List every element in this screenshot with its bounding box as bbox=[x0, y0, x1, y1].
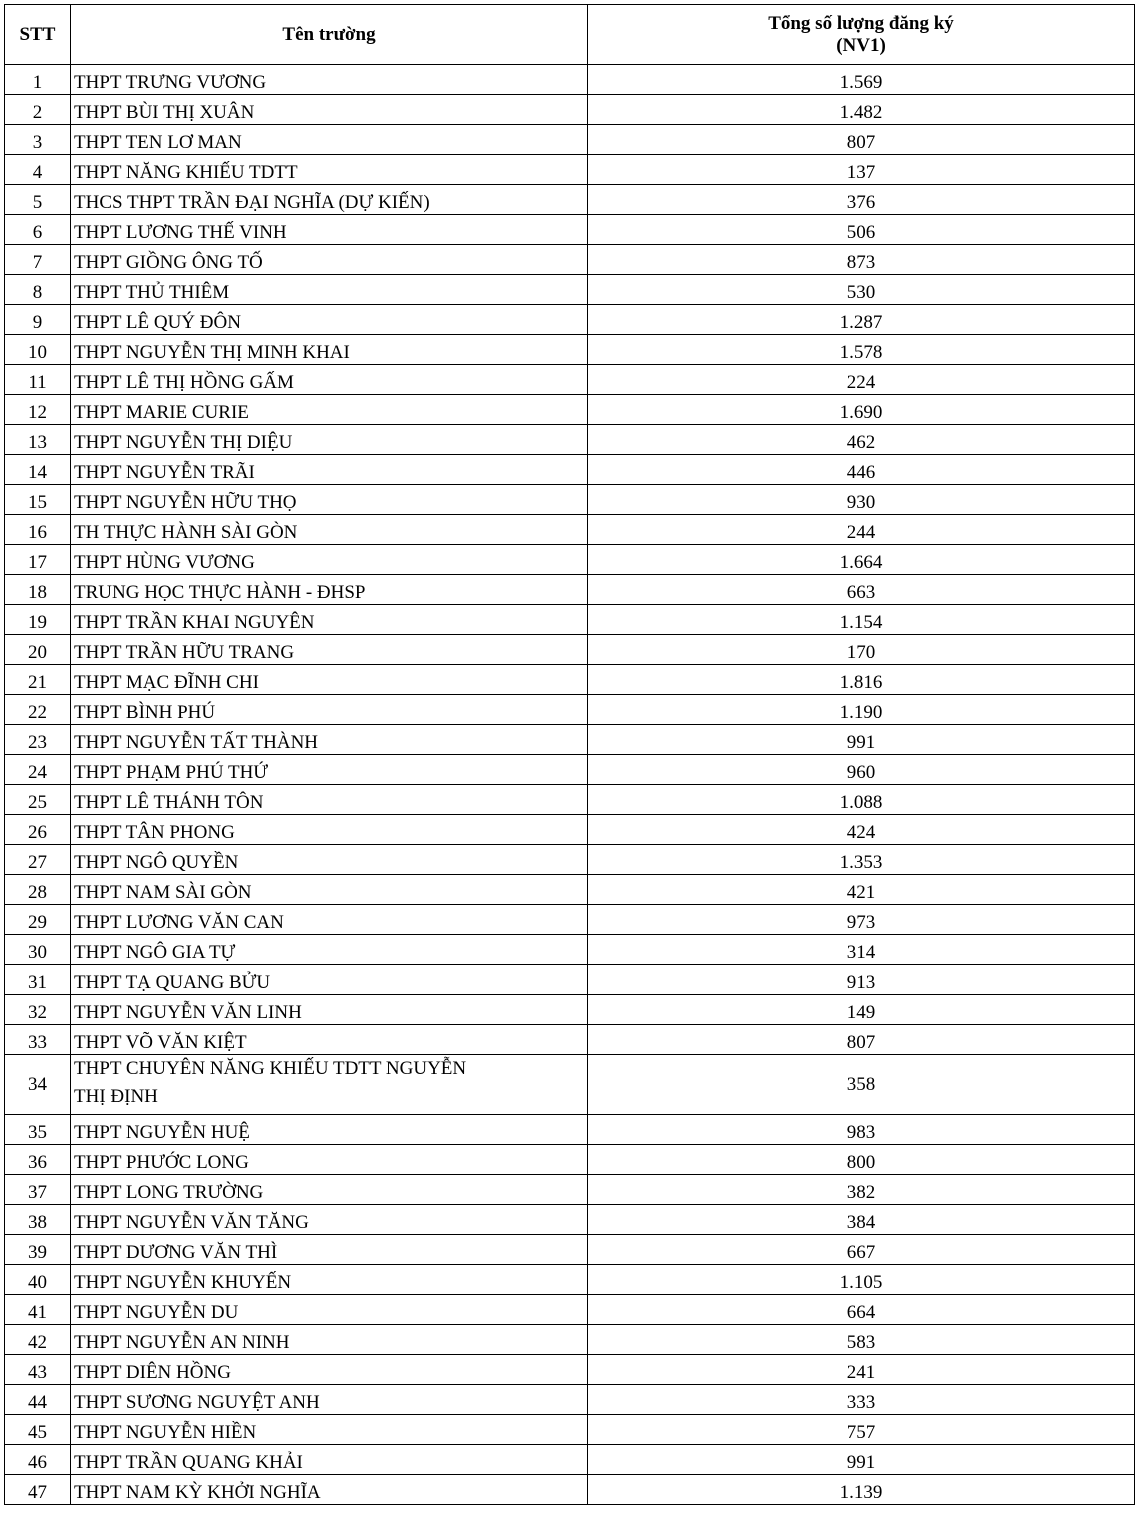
header-total-line2: (NV1) bbox=[836, 34, 886, 56]
row-total-registrations: 421 bbox=[588, 875, 1135, 905]
row-stt: 20 bbox=[5, 635, 71, 665]
table-row bbox=[5, 1325, 1135, 1355]
row-total-registrations: 664 bbox=[588, 1295, 1135, 1325]
row-school-name: THPT NGÔ QUYỀN bbox=[71, 845, 588, 875]
row-stt: 28 bbox=[5, 875, 71, 905]
table-header-row bbox=[5, 5, 1135, 65]
row-stt: 32 bbox=[5, 995, 71, 1025]
table-row bbox=[5, 515, 1135, 545]
table-row bbox=[5, 485, 1135, 515]
row-school-name bbox=[71, 1055, 588, 1115]
table-row bbox=[5, 575, 1135, 605]
row-stt: 10 bbox=[5, 335, 71, 365]
row-total-registrations: 1.105 bbox=[588, 1265, 1135, 1295]
row-school-name: THPT HÙNG VƯƠNG bbox=[71, 545, 588, 575]
row-school-name: THPT NGUYỄN HIỀN bbox=[71, 1415, 588, 1445]
row-school-name: THPT LƯƠNG VĂN CAN bbox=[71, 905, 588, 935]
row-stt: 17 bbox=[5, 545, 71, 575]
table-row bbox=[5, 1265, 1135, 1295]
row-total-registrations: 991 bbox=[588, 1445, 1135, 1475]
table-row bbox=[5, 995, 1135, 1025]
row-stt: 1 bbox=[5, 65, 71, 95]
header-school-name: Tên trường bbox=[71, 5, 588, 65]
row-total-registrations: 1.088 bbox=[588, 785, 1135, 815]
row-stt: 9 bbox=[5, 305, 71, 335]
table-row bbox=[5, 935, 1135, 965]
row-school-name: THCS THPT TRẦN ĐẠI NGHĨA (DỰ KIẾN) bbox=[71, 185, 588, 215]
table-row bbox=[5, 545, 1135, 575]
row-stt: 31 bbox=[5, 965, 71, 995]
row-total-registrations: 583 bbox=[588, 1325, 1135, 1355]
row-total-registrations: 224 bbox=[588, 365, 1135, 395]
row-stt: 33 bbox=[5, 1025, 71, 1055]
table-row bbox=[5, 425, 1135, 455]
row-total-registrations: 1.154 bbox=[588, 605, 1135, 635]
row-stt: 29 bbox=[5, 905, 71, 935]
row-total-registrations: 1.353 bbox=[588, 845, 1135, 875]
table-row bbox=[5, 1055, 1135, 1115]
row-stt: 34 bbox=[5, 1055, 71, 1115]
row-stt: 43 bbox=[5, 1355, 71, 1385]
table-row bbox=[5, 95, 1135, 125]
table-row bbox=[5, 65, 1135, 95]
row-school-name: THPT TRẦN KHAI NGUYÊN bbox=[71, 605, 588, 635]
row-school-name: THPT NGUYỄN HỮU THỌ bbox=[71, 485, 588, 515]
row-stt: 36 bbox=[5, 1145, 71, 1175]
row-total-registrations: 1.482 bbox=[588, 95, 1135, 125]
row-stt: 12 bbox=[5, 395, 71, 425]
row-total-registrations: 333 bbox=[588, 1385, 1135, 1415]
row-total-registrations: 1.287 bbox=[588, 305, 1135, 335]
row-school-name: THPT NGÔ GIA TỰ bbox=[71, 935, 588, 965]
table-row bbox=[5, 185, 1135, 215]
table-row bbox=[5, 845, 1135, 875]
table-row bbox=[5, 1205, 1135, 1235]
row-total-registrations: 506 bbox=[588, 215, 1135, 245]
table-row bbox=[5, 875, 1135, 905]
header-stt: STT bbox=[5, 5, 71, 65]
row-stt: 25 bbox=[5, 785, 71, 815]
row-total-registrations: 149 bbox=[588, 995, 1135, 1025]
row-total-registrations: 973 bbox=[588, 905, 1135, 935]
table-row bbox=[5, 665, 1135, 695]
row-stt: 42 bbox=[5, 1325, 71, 1355]
row-stt: 23 bbox=[5, 725, 71, 755]
table-row bbox=[5, 1115, 1135, 1145]
table-row bbox=[5, 1025, 1135, 1055]
table-row bbox=[5, 905, 1135, 935]
row-total-registrations: 382 bbox=[588, 1175, 1135, 1205]
table-row bbox=[5, 365, 1135, 395]
row-total-registrations: 244 bbox=[588, 515, 1135, 545]
row-school-name: THPT LƯƠNG THẾ VINH bbox=[71, 215, 588, 245]
row-stt: 30 bbox=[5, 935, 71, 965]
table-row bbox=[5, 605, 1135, 635]
row-school-name: THPT NAM KỲ KHỞI NGHĨA bbox=[71, 1475, 588, 1505]
table-row bbox=[5, 455, 1135, 485]
row-total-registrations: 663 bbox=[588, 575, 1135, 605]
row-stt: 16 bbox=[5, 515, 71, 545]
table-body bbox=[5, 65, 1135, 1505]
row-total-registrations: 170 bbox=[588, 635, 1135, 665]
row-school-name: THPT TẠ QUANG BỬU bbox=[71, 965, 588, 995]
row-school-name: THPT GIỒNG ÔNG TỐ bbox=[71, 245, 588, 275]
row-stt: 21 bbox=[5, 665, 71, 695]
row-total-registrations: 462 bbox=[588, 425, 1135, 455]
row-stt: 22 bbox=[5, 695, 71, 725]
table-row bbox=[5, 305, 1135, 335]
row-school-name: THPT THỦ THIÊM bbox=[71, 275, 588, 305]
row-school-name-line1: THPT CHUYÊN NĂNG KHIẾU TDTT NGUYỄN bbox=[74, 1058, 467, 1079]
row-total-registrations: 358 bbox=[588, 1055, 1135, 1115]
row-school-name-line2: THỊ ĐỊNH bbox=[74, 1086, 158, 1107]
row-stt: 40 bbox=[5, 1265, 71, 1295]
row-total-registrations: 1.816 bbox=[588, 665, 1135, 695]
table-row bbox=[5, 1445, 1135, 1475]
row-stt: 15 bbox=[5, 485, 71, 515]
row-school-name: THPT DIÊN HỒNG bbox=[71, 1355, 588, 1385]
row-total-registrations: 930 bbox=[588, 485, 1135, 515]
row-school-name: THPT TRƯNG VƯƠNG bbox=[71, 65, 588, 95]
row-stt: 38 bbox=[5, 1205, 71, 1235]
row-school-name: THPT TÂN PHONG bbox=[71, 815, 588, 845]
row-school-name: THPT DƯƠNG VĂN THÌ bbox=[71, 1235, 588, 1265]
row-stt: 3 bbox=[5, 125, 71, 155]
row-school-name: THPT LÊ THỊ HỒNG GẤM bbox=[71, 365, 588, 395]
row-school-name: THPT NĂNG KHIẾU TDTT bbox=[71, 155, 588, 185]
row-total-registrations: 1.190 bbox=[588, 695, 1135, 725]
row-school-name: THPT LONG TRƯỜNG bbox=[71, 1175, 588, 1205]
table-row bbox=[5, 155, 1135, 185]
row-school-name: THPT NGUYỄN HUỆ bbox=[71, 1115, 588, 1145]
row-stt: 8 bbox=[5, 275, 71, 305]
row-school-name: THPT LÊ THÁNH TÔN bbox=[71, 785, 588, 815]
row-school-name: THPT NGUYỄN KHUYẾN bbox=[71, 1265, 588, 1295]
row-total-registrations: 913 bbox=[588, 965, 1135, 995]
row-total-registrations: 667 bbox=[588, 1235, 1135, 1265]
table-row bbox=[5, 245, 1135, 275]
row-total-registrations: 137 bbox=[588, 155, 1135, 185]
row-total-registrations: 530 bbox=[588, 275, 1135, 305]
row-total-registrations: 314 bbox=[588, 935, 1135, 965]
row-total-registrations: 807 bbox=[588, 125, 1135, 155]
row-school-name: THPT MARIE CURIE bbox=[71, 395, 588, 425]
header-total-line1: Tổng số lượng đăng ký bbox=[768, 12, 954, 34]
row-school-name: THPT NGUYỄN VĂN TĂNG bbox=[71, 1205, 588, 1235]
table-row bbox=[5, 275, 1135, 305]
row-school-name: THPT NGUYỄN TẤT THÀNH bbox=[71, 725, 588, 755]
row-total-registrations: 800 bbox=[588, 1145, 1135, 1175]
row-school-name: THPT PHƯỚC LONG bbox=[71, 1145, 588, 1175]
row-total-registrations: 757 bbox=[588, 1415, 1135, 1445]
row-school-name: THPT VÕ VĂN KIỆT bbox=[71, 1025, 588, 1055]
row-stt: 41 bbox=[5, 1295, 71, 1325]
row-school-name: THPT NAM SÀI GÒN bbox=[71, 875, 588, 905]
row-total-registrations: 1.139 bbox=[588, 1475, 1135, 1505]
row-school-name: THPT NGUYỄN AN NINH bbox=[71, 1325, 588, 1355]
row-total-registrations: 1.664 bbox=[588, 545, 1135, 575]
row-stt: 5 bbox=[5, 185, 71, 215]
row-total-registrations: 991 bbox=[588, 725, 1135, 755]
table-row bbox=[5, 755, 1135, 785]
row-school-name: THPT NGUYỄN THỊ MINH KHAI bbox=[71, 335, 588, 365]
row-school-name: THPT TRẦN HỮU TRANG bbox=[71, 635, 588, 665]
row-stt: 11 bbox=[5, 365, 71, 395]
row-school-name: THPT NGUYỄN VĂN LINH bbox=[71, 995, 588, 1025]
table-row bbox=[5, 635, 1135, 665]
row-total-registrations: 873 bbox=[588, 245, 1135, 275]
row-stt: 4 bbox=[5, 155, 71, 185]
row-stt: 26 bbox=[5, 815, 71, 845]
row-stt: 37 bbox=[5, 1175, 71, 1205]
row-school-name: THPT BÌNH PHÚ bbox=[71, 695, 588, 725]
row-school-name: THPT NGUYỄN THỊ DIỆU bbox=[71, 425, 588, 455]
row-total-registrations: 446 bbox=[588, 455, 1135, 485]
row-school-name: TH THỰC HÀNH SÀI GÒN bbox=[71, 515, 588, 545]
table-row bbox=[5, 215, 1135, 245]
row-stt: 46 bbox=[5, 1445, 71, 1475]
table-row bbox=[5, 1175, 1135, 1205]
table-row bbox=[5, 1145, 1135, 1175]
table-row bbox=[5, 1415, 1135, 1445]
table-row bbox=[5, 1235, 1135, 1265]
row-stt: 27 bbox=[5, 845, 71, 875]
row-stt: 2 bbox=[5, 95, 71, 125]
row-stt: 14 bbox=[5, 455, 71, 485]
row-stt: 45 bbox=[5, 1415, 71, 1445]
table-row bbox=[5, 815, 1135, 845]
row-stt: 18 bbox=[5, 575, 71, 605]
row-stt: 35 bbox=[5, 1115, 71, 1145]
row-total-registrations: 424 bbox=[588, 815, 1135, 845]
row-school-name: THPT PHẠM PHÚ THỨ bbox=[71, 755, 588, 785]
document-page bbox=[4, 4, 1135, 1505]
row-school-name: THPT LÊ QUÝ ĐÔN bbox=[71, 305, 588, 335]
row-school-name: THPT MẠC ĐĨNH CHI bbox=[71, 665, 588, 695]
row-stt: 24 bbox=[5, 755, 71, 785]
row-stt: 19 bbox=[5, 605, 71, 635]
table-row bbox=[5, 725, 1135, 755]
row-stt: 39 bbox=[5, 1235, 71, 1265]
row-stt: 6 bbox=[5, 215, 71, 245]
row-school-name: THPT TEN LƠ MAN bbox=[71, 125, 588, 155]
row-school-name: THPT TRẦN QUANG KHẢI bbox=[71, 1445, 588, 1475]
row-school-name: THPT BÙI THỊ XUÂN bbox=[71, 95, 588, 125]
header-total-registrations bbox=[588, 5, 1135, 65]
row-stt: 7 bbox=[5, 245, 71, 275]
row-total-registrations: 807 bbox=[588, 1025, 1135, 1055]
row-stt: 13 bbox=[5, 425, 71, 455]
table-row bbox=[5, 1295, 1135, 1325]
row-total-registrations: 1.690 bbox=[588, 395, 1135, 425]
row-stt: 47 bbox=[5, 1475, 71, 1505]
row-school-name: THPT NGUYỄN TRÃI bbox=[71, 455, 588, 485]
table-row bbox=[5, 1355, 1135, 1385]
row-total-registrations: 384 bbox=[588, 1205, 1135, 1235]
row-total-registrations: 376 bbox=[588, 185, 1135, 215]
row-school-name: TRUNG HỌC THỰC HÀNH - ĐHSP bbox=[71, 575, 588, 605]
table-row bbox=[5, 785, 1135, 815]
row-stt: 44 bbox=[5, 1385, 71, 1415]
table-row bbox=[5, 125, 1135, 155]
row-school-name: THPT SƯƠNG NGUYỆT ANH bbox=[71, 1385, 588, 1415]
row-school-name: THPT NGUYỄN DU bbox=[71, 1295, 588, 1325]
table-row bbox=[5, 335, 1135, 365]
table-row bbox=[5, 695, 1135, 725]
row-total-registrations: 983 bbox=[588, 1115, 1135, 1145]
row-total-registrations: 1.578 bbox=[588, 335, 1135, 365]
registration-table bbox=[4, 4, 1135, 1505]
row-total-registrations: 241 bbox=[588, 1355, 1135, 1385]
table-row bbox=[5, 1475, 1135, 1505]
table-row bbox=[5, 395, 1135, 425]
table-row bbox=[5, 965, 1135, 995]
table-row bbox=[5, 1385, 1135, 1415]
row-total-registrations: 960 bbox=[588, 755, 1135, 785]
row-total-registrations: 1.569 bbox=[588, 65, 1135, 95]
